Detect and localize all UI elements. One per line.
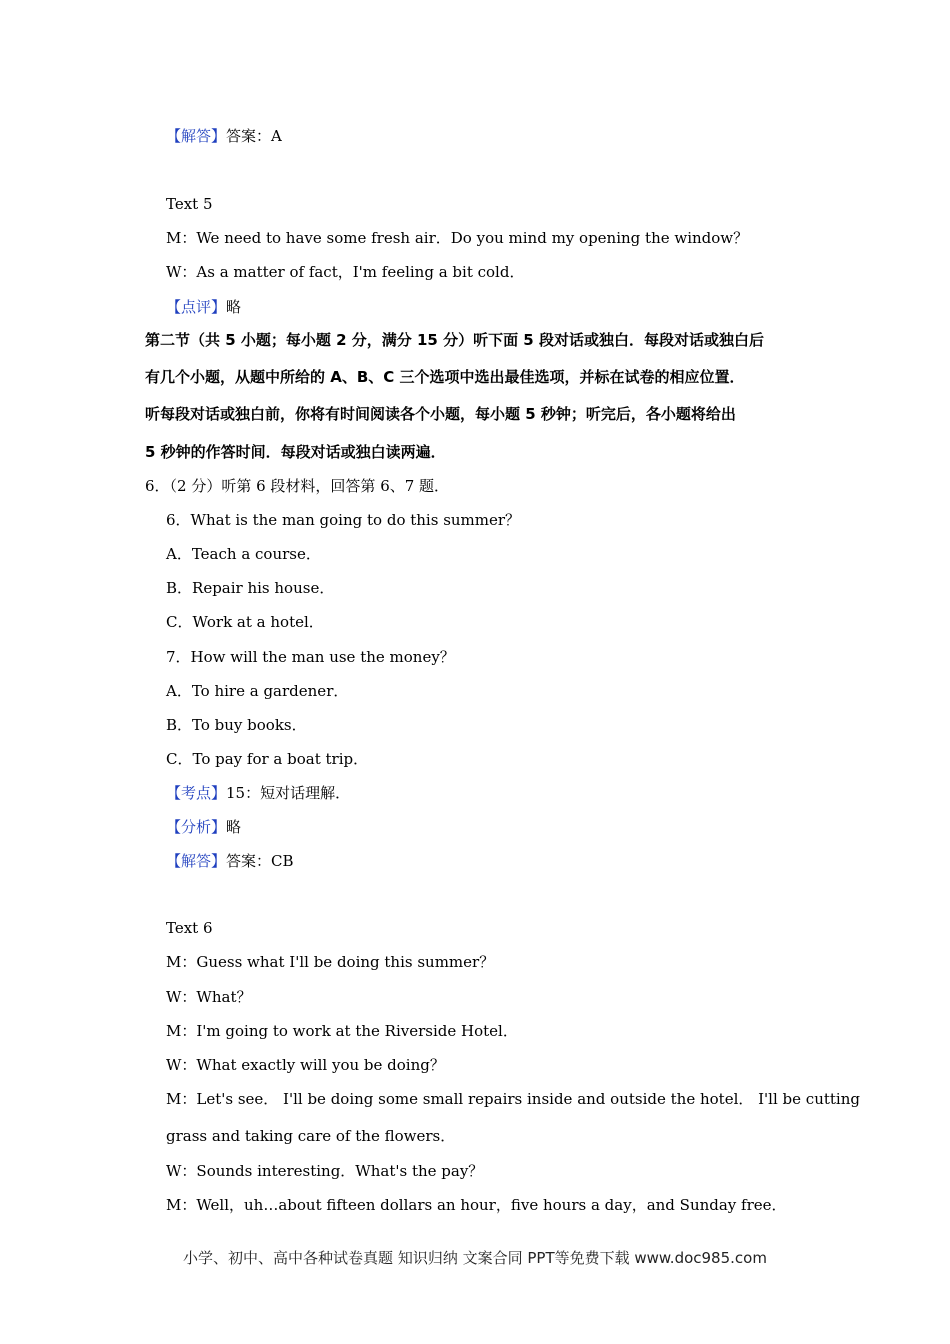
fenxi-line	[166, 817, 241, 837]
answer-tag: 【解答】	[166, 127, 227, 145]
answer-text: 答案：A	[226, 127, 282, 145]
text5-line-2: W：As a matter of fact，I'm feeling a bit cold．	[166, 263, 525, 281]
question-6-header: 6．（2 分）听第 6 段材料，回答第 6、7 题．	[145, 477, 450, 495]
comment-line	[166, 297, 241, 317]
fenxi-text: 略	[226, 818, 242, 836]
text6-line-4: W：What exactly will you be doing？	[166, 1056, 445, 1074]
q7-question: 7．How will the man use the money？	[166, 648, 455, 666]
q6-option-b: B．Repair his house．	[166, 579, 335, 597]
q7-option-a: A．To hire a gardener．	[166, 682, 349, 700]
kaodian-line	[166, 783, 350, 803]
text6-line-6: grass and taking care of the flowers．	[166, 1127, 456, 1145]
text6-line-3: M：I'm going to work at the Riverside Hotel．	[166, 1022, 518, 1040]
q7-option-c: C．To pay for a boat trip．	[166, 750, 369, 768]
text6-line-8: M：Well，uh…about fifteen dollars an hour，five hours a day，and Sunday free．	[166, 1196, 787, 1214]
page-footer: 小学、初中、高中各种试卷真题 知识归纳 文案合同 PPT等免费下载 www.doc985.com	[183, 1249, 767, 1267]
comment-tag: 【点评】	[166, 298, 227, 316]
section2-line-1: 第二节（共 5 小题；每小题 2 分，满分 15 分）听下面 5 段对话或独白．每段对话或独白后	[145, 331, 764, 349]
text5-line-1: M：We need to have some fresh air．Do you mind my opening the window？	[166, 229, 749, 247]
text6-title: Text 6	[166, 919, 213, 937]
kaodian-tag: 【考点】	[166, 784, 227, 802]
answer-line-1	[166, 126, 282, 146]
q6-option-c: C．Work at a hotel．	[166, 613, 324, 631]
text6-line-1: M：Guess what I'll be doing this summer？	[166, 953, 495, 971]
section2-line-3: 听每段对话或独白前，你将有时间阅读各个小题，每小题 5 秒钟；听完后，各小题将给出	[145, 405, 736, 423]
kaodian-text: 15：短对话理解．	[226, 784, 351, 802]
q6-question: 6．What is the man going to do this summer？	[166, 511, 521, 529]
section2-line-2: 有几个小题，从题中所给的 A、B、C 三个选项中选出最佳选项，并标在试卷的相应位置．	[145, 368, 745, 386]
answer-text: 答案：CB	[226, 852, 294, 870]
answer-tag: 【解答】	[166, 852, 227, 870]
fenxi-tag: 【分析】	[166, 818, 227, 836]
answer-line-2	[166, 851, 294, 871]
section2-line-4: 5 秒钟的作答时间．每段对话或独白读两遍．	[145, 443, 446, 461]
q7-option-b: B．To buy books．	[166, 716, 307, 734]
text6-line-2: W：What？	[166, 988, 252, 1006]
text5-title: Text 5	[166, 195, 213, 213]
text6-line-5: M：Let's see． I'll be doing some small repairs inside and outside the hotel． I'll be cutting	[166, 1090, 860, 1108]
q6-option-a: A．Teach a course．	[166, 545, 321, 563]
text6-line-7: W：Sounds interesting．What's the pay？	[166, 1162, 484, 1180]
comment-text: 略	[226, 298, 242, 316]
